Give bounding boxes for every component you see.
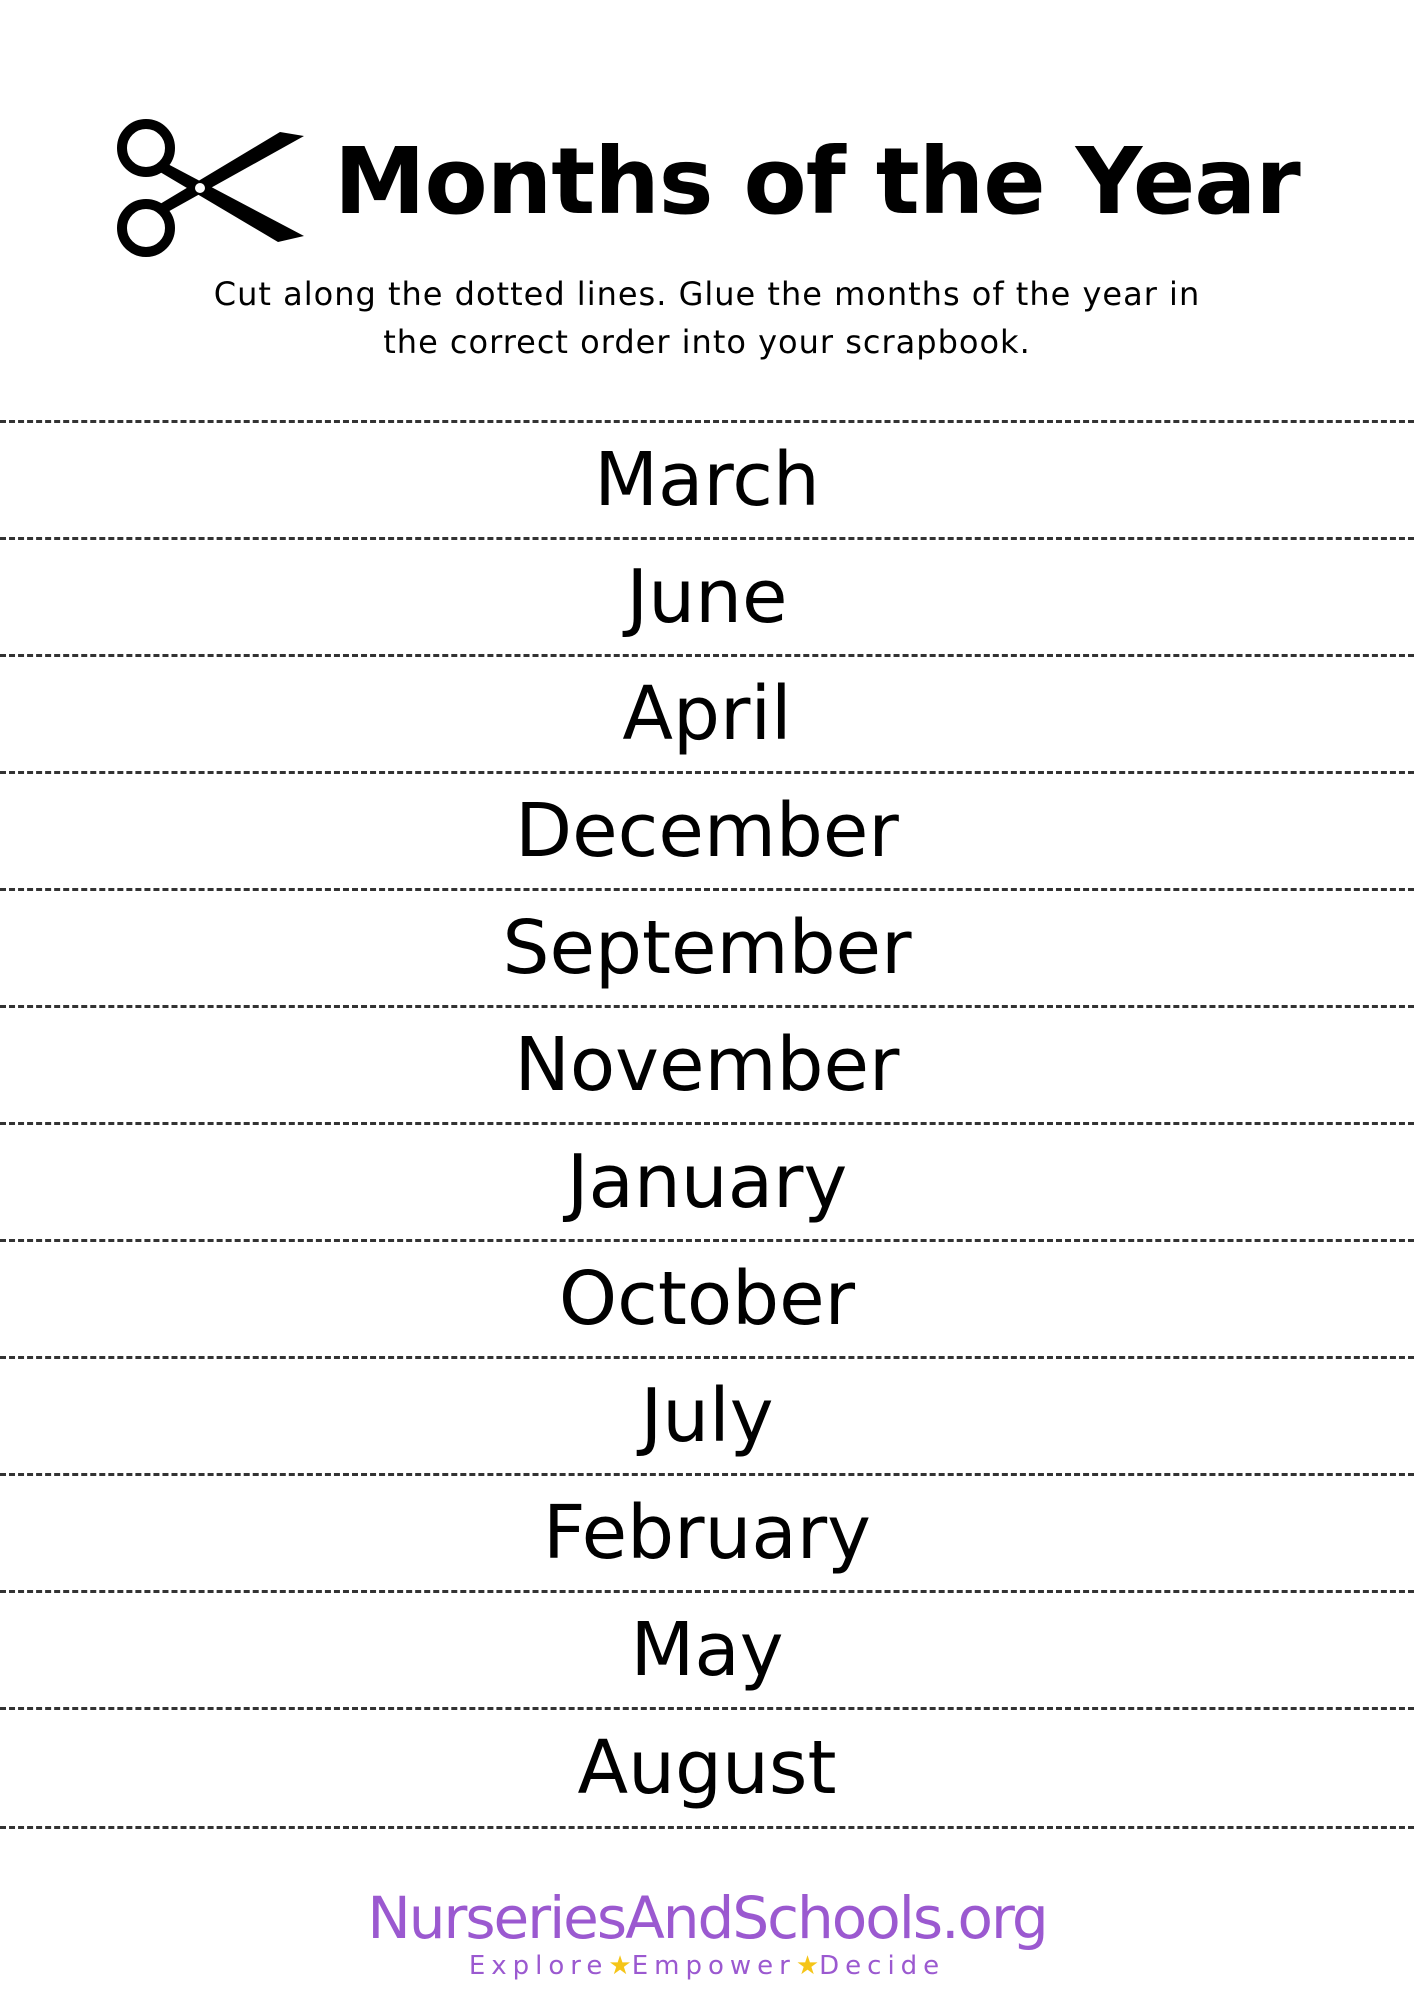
month-label: December <box>515 788 899 874</box>
star-icon: ★ <box>795 1951 820 1981</box>
logo-tagline <box>0 1951 1414 1981</box>
month-label: April <box>622 671 792 757</box>
month-strip[interactable] <box>0 1356 1414 1473</box>
month-strip[interactable] <box>0 1473 1414 1590</box>
instructions-line-2: the correct order into your scrapbook. <box>383 323 1031 361</box>
month-label: January <box>566 1139 848 1225</box>
month-strip[interactable] <box>0 888 1414 1005</box>
scissors-icon <box>108 118 304 258</box>
month-label: August <box>577 1725 837 1811</box>
month-strip[interactable] <box>0 654 1414 771</box>
instructions-line-1: Cut along the dotted lines. Glue the months of the year in <box>213 275 1201 313</box>
month-strip[interactable] <box>0 771 1414 888</box>
tagline-decide: Decide <box>819 1951 946 1981</box>
month-strip[interactable] <box>0 1239 1414 1356</box>
month-label: October <box>558 1256 856 1342</box>
tagline-explore: Explore <box>468 1951 609 1981</box>
brand-logo <box>0 1885 1414 1981</box>
instructions-text <box>180 270 1234 366</box>
month-strip[interactable] <box>0 1005 1414 1122</box>
month-label: March <box>594 437 820 523</box>
month-strip[interactable] <box>0 1590 1414 1707</box>
page-title: Months of the Year <box>334 128 1300 235</box>
month-strip[interactable] <box>0 1122 1414 1239</box>
month-label: November <box>514 1022 900 1108</box>
month-strip[interactable] <box>0 420 1414 537</box>
month-label: February <box>543 1490 871 1576</box>
logo-text: NurseriesAndSchools.org <box>367 1884 1047 1952</box>
month-label: June <box>626 554 788 640</box>
month-label: September <box>502 905 912 991</box>
worksheet-header <box>0 0 1414 400</box>
month-label: May <box>630 1607 784 1693</box>
month-strip[interactable] <box>0 1707 1414 1829</box>
tagline-empower: Empower <box>631 1951 796 1981</box>
month-strips <box>0 420 1414 1829</box>
month-strip[interactable] <box>0 537 1414 654</box>
star-icon: ★ <box>608 1951 632 1981</box>
month-label: July <box>640 1373 774 1459</box>
